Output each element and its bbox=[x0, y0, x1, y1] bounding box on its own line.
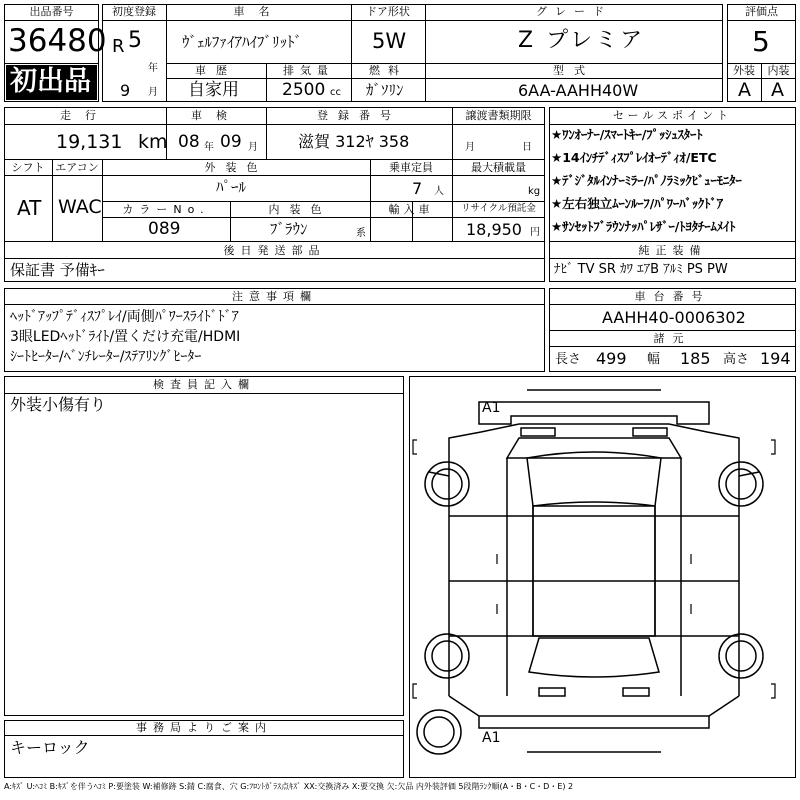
history: 自家用 bbox=[188, 80, 239, 100]
front-bumper-outline bbox=[479, 402, 709, 424]
dims-label: 諸元 bbox=[653, 332, 692, 345]
load-unit: kg bbox=[528, 186, 541, 197]
inspection-year-unit: 年 bbox=[204, 142, 214, 153]
grade-label: グレード bbox=[536, 5, 612, 18]
office-label: 事務局よりご案内 bbox=[136, 721, 272, 734]
plate: 滋賀 312ﾔ 358 bbox=[298, 132, 410, 151]
length: 499 bbox=[596, 349, 627, 368]
capacity-label: 乗車定員 bbox=[389, 161, 433, 174]
length-label: 長さ bbox=[555, 352, 582, 367]
ac-label: エアコン bbox=[55, 161, 99, 174]
score: 5 bbox=[752, 25, 770, 58]
reg-month: 9 bbox=[120, 81, 131, 100]
capacity: 7 bbox=[412, 179, 423, 198]
width: 185 bbox=[680, 349, 711, 368]
recycle-label: リサイクル預託金 bbox=[461, 203, 536, 214]
mileage-label: 走行 bbox=[60, 109, 110, 122]
fuel-label: 燃料 bbox=[369, 64, 407, 77]
history-label: 車歴 bbox=[195, 64, 237, 77]
reg-era: R bbox=[112, 36, 125, 57]
sales-point-2: ★14ｲﾝﾁﾃﾞｨｽﾌﾟﾚｲｵｰﾃﾞｨｵ/ETC bbox=[551, 150, 717, 165]
load-label: 最大積載量 bbox=[471, 161, 526, 174]
sales-point-1: ★ﾜﾝｵｰﾅｰ/ｽﾏｰﾄｷｰ/ﾌﾟｯｼｭｽﾀｰﾄ bbox=[551, 127, 703, 142]
color-no-label: カラーNo. bbox=[122, 203, 210, 216]
import-label: 輸入車 bbox=[388, 203, 434, 216]
sales-point-5: ★ｻﾝｾｯﾄﾌﾞﾗｳﾝﾅｯﾊﾟﾚｻﾞｰ/ﾄﾖﾀﾁｰﾑﾒｲﾄ bbox=[551, 219, 736, 234]
reg-year-unit: 年 bbox=[148, 63, 158, 74]
inspector-label: 検査員記入欄 bbox=[153, 378, 255, 391]
interior-label: 内装 bbox=[767, 64, 790, 77]
color-no: 089 bbox=[148, 219, 181, 239]
lot-number-label: 出品番号 bbox=[29, 5, 74, 18]
reg-month-unit: 月 bbox=[148, 87, 158, 98]
mileage-unit: km bbox=[138, 131, 168, 153]
office-value: キーロック bbox=[10, 738, 90, 757]
shift: AT bbox=[17, 196, 42, 220]
height-label: 高さ bbox=[723, 352, 750, 367]
reg-year: 5 bbox=[128, 28, 142, 53]
model: 6AA-AAHH40W bbox=[518, 81, 639, 100]
interior-grade: A bbox=[771, 79, 784, 101]
mileage: 19,131 bbox=[56, 131, 123, 153]
displacement: 2500 bbox=[282, 80, 326, 100]
lot-number: 36480 bbox=[8, 23, 107, 59]
inspector-box bbox=[4, 376, 404, 716]
interior-color: ﾌﾞﾗｳﾝ bbox=[270, 220, 308, 238]
car-diagram bbox=[409, 376, 796, 778]
displacement-label: 排気量 bbox=[283, 64, 334, 77]
fuel: ｶﾞｿﾘﾝ bbox=[366, 81, 404, 99]
recycle-unit: 円 bbox=[530, 227, 540, 238]
shipped-later-label: 後日発送部品 bbox=[223, 244, 326, 257]
displacement-unit: cc bbox=[330, 87, 341, 98]
windshield-outline bbox=[527, 452, 661, 506]
ac: WAC bbox=[58, 196, 102, 218]
transfer-label: 譲渡書類期限 bbox=[465, 109, 532, 122]
transfer-month: 月 bbox=[465, 142, 475, 153]
sales-point-4: ★左右独立ﾑｰﾝﾙｰﾌ/ﾊﾟﾜｰﾊﾞｯｸﾄﾞｱ bbox=[551, 196, 724, 211]
vehicle-name-label: 車名 bbox=[233, 5, 284, 18]
color-label: 外装色 bbox=[204, 161, 268, 174]
exterior-label: 外装 bbox=[733, 64, 755, 77]
shift-label: シフト bbox=[11, 161, 45, 174]
interior-color-unit: 系 bbox=[356, 228, 366, 239]
plate-label: 登録番号 bbox=[317, 109, 401, 122]
legend: A:ｷｽﾞ U:ﾍｺﾐ B:ｷｽﾞを伴うﾍｺﾐ P:要塗装 W:補修跡 S:錆 C:腐食、穴 G:ﾌﾛﾝﾄｶﾞﾗｽ点ｷｽﾞ XX:交換済み X:要交換 欠:欠品 内外装評価 5段階ﾗﾝｸ順(A・B・C・D・E) 2 bbox=[4, 782, 574, 791]
chassis-label: 車台番号 bbox=[634, 290, 711, 303]
body-outline bbox=[449, 456, 739, 696]
score-label: 評価点 bbox=[745, 5, 778, 18]
roof-outline bbox=[533, 506, 655, 636]
chassis-number: AAHH40-0006302 bbox=[602, 308, 746, 327]
rear-damage-mark: A1 bbox=[482, 730, 501, 746]
door-type: 5W bbox=[372, 29, 407, 53]
capacity-unit: 人 bbox=[434, 186, 444, 197]
equipment-value: ﾅﾋﾞ TV SR ｶﾜ ｴｱB ｱﾙﾐ PS PW bbox=[554, 262, 728, 277]
inspector-value: 外装小傷有り bbox=[10, 395, 107, 414]
vehicle-name: ｳﾞｪﾙﾌｧｲｱﾊｲﾌﾞﾘｯﾄﾞ bbox=[182, 33, 303, 51]
width-label: 幅 bbox=[647, 352, 661, 367]
note-line-3: ｼｰﾄﾋｰﾀｰ/ﾍﾞﾝﾁﾚｰﾀｰ/ｽﾃｱﾘﾝｸﾞﾋｰﾀｰ bbox=[10, 349, 202, 365]
color: ﾊﾟｰﾙ bbox=[216, 178, 247, 196]
rear-bumper-outline bbox=[479, 716, 709, 728]
note-line-2: 3眼LEDﾍｯﾄﾞﾗｲﾄ/置くだけ充電/HDMI bbox=[10, 329, 241, 345]
sales-point-3: ★ﾃﾞｼﾞﾀﾙｲﾝﾅｰﾐﾗｰ/ﾊﾟﾉﾗﾐｯｸﾋﾞｭｰﾓﾆﾀｰ bbox=[551, 173, 742, 188]
note-line-1: ﾍｯﾄﾞｱｯﾌﾟﾃﾞｨｽﾌﾟﾚｲ/両側ﾊﾟﾜｰｽﾗｲﾄﾞﾄﾞｱ bbox=[10, 309, 239, 325]
hood-outline bbox=[449, 424, 739, 456]
notes-label: 注意事項欄 bbox=[232, 290, 317, 303]
exterior-grade: A bbox=[738, 79, 751, 101]
grade: Z プレミア bbox=[518, 28, 646, 53]
inspection-year: 08 bbox=[178, 132, 200, 152]
height: 194 bbox=[760, 349, 791, 368]
transfer-day: 日 bbox=[522, 142, 532, 153]
first-listing-label: 初出品 bbox=[10, 66, 91, 97]
shipped-later-value: 保証書 予備ｷｰ bbox=[10, 261, 105, 279]
first-reg-label: 初度登録 bbox=[112, 5, 156, 18]
door-label: ドア形状 bbox=[366, 5, 410, 18]
equipment-label: 純正装備 bbox=[638, 244, 707, 257]
front-damage-mark: A1 bbox=[482, 400, 501, 416]
interior-color-label: 内装色 bbox=[268, 203, 332, 216]
model-label: 型式 bbox=[553, 64, 595, 77]
inspection-month: 09 bbox=[220, 132, 242, 152]
inspection-label: 車検 bbox=[191, 109, 241, 122]
recycle: 18,950 bbox=[466, 220, 522, 239]
sales-points-label: セールスポイント bbox=[612, 109, 732, 122]
rear-window-outline bbox=[529, 638, 659, 677]
inspection-month-unit: 月 bbox=[248, 142, 258, 153]
